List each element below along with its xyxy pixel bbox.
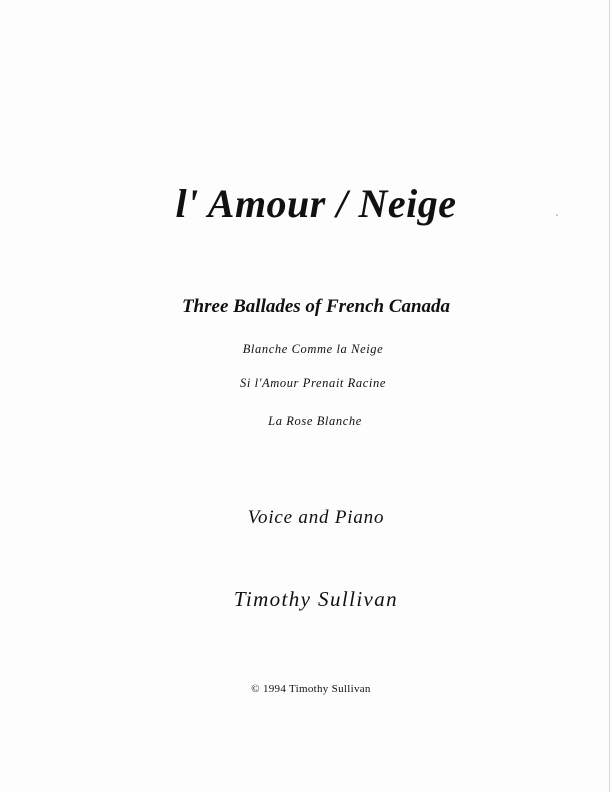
page-edge [609, 0, 610, 792]
page-subtitle: Three Ballades of French Canada [181, 296, 451, 317]
composer-name: Timothy Sullivan [233, 587, 399, 611]
copyright-notice: © 1994 Timothy Sullivan [251, 683, 371, 695]
song-title-1: Blanche Comme la Neige [242, 342, 384, 356]
instrumentation: Voice and Piano [247, 507, 385, 528]
page-title: l' Amour / Neige [175, 181, 457, 226]
song-title-2: Si l'Amour Prenait Racine [239, 376, 386, 390]
song-title-3: La Rose Blanche [268, 414, 362, 428]
